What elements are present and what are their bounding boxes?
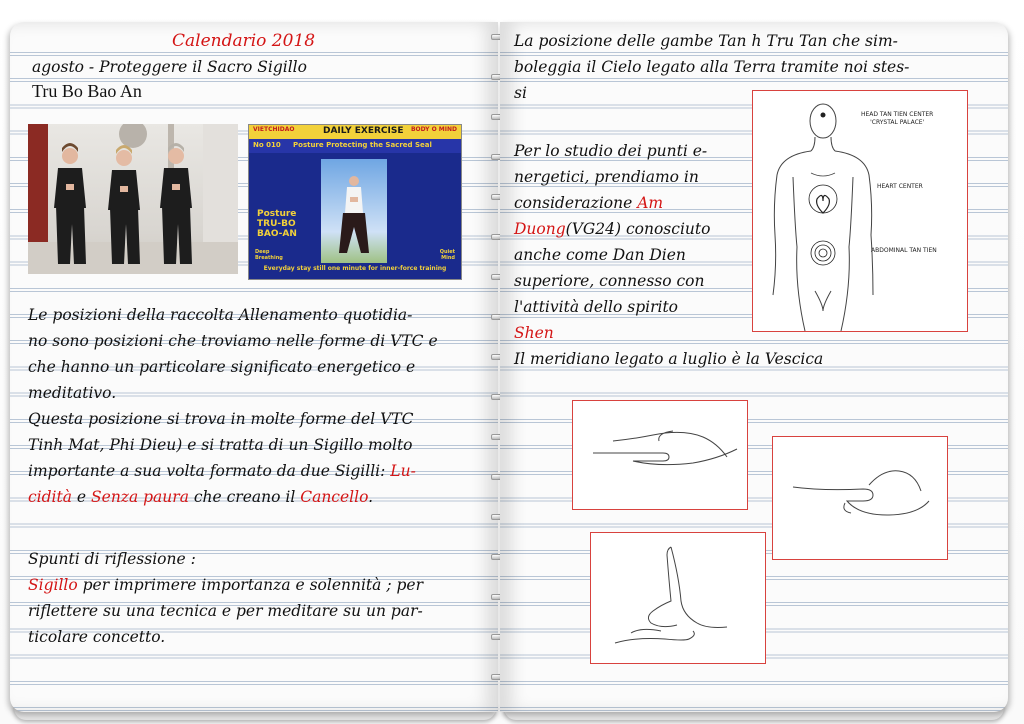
poster-header-bar bbox=[249, 125, 461, 139]
poster-quiet-line: Quiet bbox=[439, 249, 455, 255]
reflection-line: riflettere su una tecnica e per meditare su un par- bbox=[28, 602, 423, 620]
left-page bbox=[10, 22, 498, 712]
study-line bbox=[514, 216, 710, 242]
poster-brand-right: BODY O MIND bbox=[410, 126, 457, 133]
hand-drawing bbox=[591, 533, 765, 663]
poster-footer: Everyday stay still one minute for inner-force training bbox=[263, 265, 447, 272]
term-duong: Duong bbox=[514, 220, 566, 238]
poster-label-line: TRU-BO bbox=[257, 219, 296, 229]
label-head-center bbox=[861, 111, 933, 127]
month-subtitle: agosto - Proteggere il Sacro Sigillo bbox=[32, 58, 307, 76]
label-heart-center: HEART CENTER bbox=[877, 183, 923, 190]
right-page bbox=[500, 22, 1008, 712]
paragraph-line: Le posizioni della raccolta Allenamento quotidia- bbox=[28, 306, 413, 324]
term-lucidita-end: cidità bbox=[28, 488, 72, 506]
poster-caption: Posture Protecting the Sacred Seal bbox=[293, 141, 432, 149]
study-line bbox=[514, 190, 663, 216]
paragraph-text: . bbox=[368, 488, 374, 506]
poster-deep-breathing bbox=[255, 249, 283, 261]
label-line: HEAD TAN TIEN CENTER bbox=[861, 111, 934, 118]
practitioners-illustration bbox=[28, 124, 238, 274]
paragraph-line: Tinh Mat, Phi Dieu) e si tratta di un Sigillo molto bbox=[28, 436, 413, 454]
poster-deep-line: Breathing bbox=[255, 255, 283, 261]
term-sigillo: Sigillo bbox=[28, 576, 78, 594]
study-line: anche come Dan Dien bbox=[514, 246, 686, 264]
study-line: Per lo studio dei punti e- bbox=[514, 142, 708, 160]
intro-line: boleggia il Cielo legato alla Terra tramite noi stes- bbox=[514, 58, 910, 76]
posture-heading: Tru Bo Bao An bbox=[32, 81, 142, 101]
term-senza-paura: Senza paura bbox=[91, 488, 189, 506]
poster-quiet-mind bbox=[440, 249, 455, 261]
reflection-title: Spunti di riflessione : bbox=[28, 550, 196, 568]
paragraph-text: che creano il bbox=[188, 488, 301, 506]
hand-drawing bbox=[573, 401, 747, 509]
paragraph-text: e bbox=[72, 488, 92, 506]
calendar-title: Calendario 2018 bbox=[172, 31, 316, 51]
poster-caption-bar bbox=[249, 139, 461, 153]
paragraph-line-with-terms bbox=[28, 484, 373, 510]
term-cancello: Cancello bbox=[300, 488, 369, 506]
poster-figure bbox=[321, 159, 387, 263]
term-lucidita: Lu- bbox=[390, 462, 416, 480]
poster-quiet-line: Mind bbox=[441, 255, 455, 261]
reflection-line: ticolare concetto. bbox=[28, 628, 166, 646]
hand-drawing bbox=[773, 437, 947, 559]
paragraph-line: no sono posizioni che troviamo nelle forme di VTC e bbox=[28, 332, 438, 350]
poster-brand-left: VIETCHIDAO bbox=[253, 126, 295, 133]
paragraph-line: che hanno un particolare significato energetico e bbox=[28, 358, 416, 376]
paragraph-line: Questa posizione si trova in molte forme del VTC bbox=[28, 410, 414, 428]
study-text: considerazione bbox=[514, 194, 638, 212]
meridian-line: Il meridiano legato a luglio è la Vescica bbox=[514, 350, 824, 368]
intro-line: La posizione delle gambe Tan h Tru Tan che sim- bbox=[514, 32, 898, 50]
reflection-line bbox=[28, 572, 423, 598]
hand-seal-drawing-3 bbox=[590, 532, 766, 664]
paragraph-text: importante a sua volta formato da due Sigilli: bbox=[28, 462, 391, 480]
poster-deep-line: Deep bbox=[255, 249, 270, 255]
poster-header: DAILY EXERCISE bbox=[323, 126, 404, 136]
poster-number: No 010 bbox=[253, 141, 281, 149]
label-line: 'CRYSTAL PALACE' bbox=[870, 119, 925, 126]
paragraph-line: meditativo. bbox=[28, 384, 117, 402]
reflection-text: per imprimere importanza e solennità ; per bbox=[77, 576, 423, 594]
study-line: l'attività dello spirito bbox=[514, 298, 679, 316]
poster-label-line: BAO-AN bbox=[257, 229, 297, 239]
daily-exercise-poster bbox=[248, 124, 462, 280]
practitioners-photo bbox=[28, 124, 238, 274]
hand-seal-drawing-1 bbox=[572, 400, 748, 510]
paragraph-line-with-terms bbox=[28, 458, 416, 484]
study-line: nergetici, prendiamo in bbox=[514, 168, 699, 186]
poster-photo bbox=[321, 159, 387, 263]
energy-centers-diagram bbox=[752, 90, 968, 332]
intro-line: si bbox=[514, 84, 527, 102]
study-line: superiore, connesso con bbox=[514, 272, 705, 290]
body-outline bbox=[753, 91, 967, 331]
label-abdominal-center: ABDOMINAL TAN TIEN bbox=[871, 247, 937, 254]
poster-posture-label bbox=[257, 209, 297, 239]
term-shen: Shen bbox=[514, 324, 554, 342]
poster-label-line: Posture bbox=[257, 209, 297, 219]
study-text: (VG24) conosciuto bbox=[565, 220, 711, 238]
hand-seal-drawing-2 bbox=[772, 436, 948, 560]
term-am: Am bbox=[637, 194, 664, 212]
